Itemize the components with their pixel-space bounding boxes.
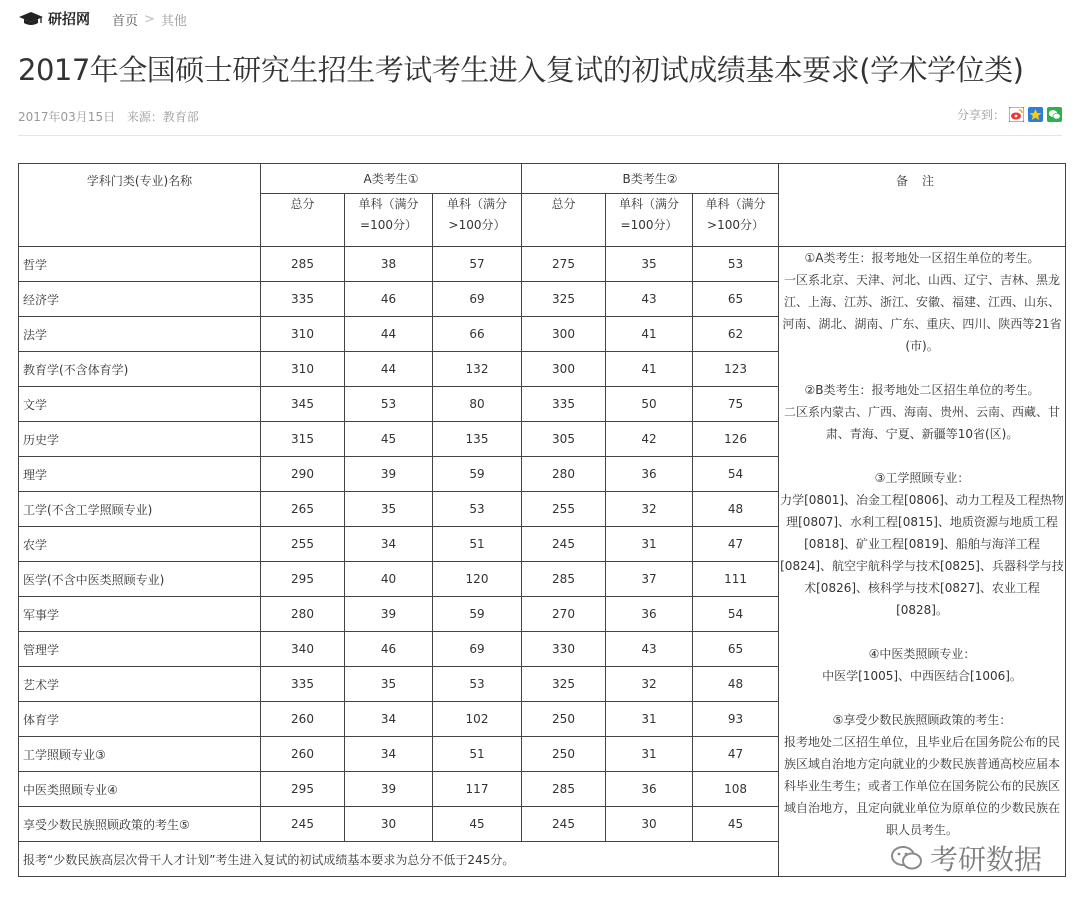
score-cell-a-100: 40	[345, 562, 433, 597]
header-a-single-eq100: 单科（满分 =100分）	[345, 194, 433, 247]
subject-name-cell: 体育学	[19, 702, 261, 737]
header-b-single-eq100: 单科（满分 =100分）	[606, 194, 693, 247]
score-cell-a-100: 34	[345, 737, 433, 772]
subject-name-cell: 理学	[19, 457, 261, 492]
score-cell-a-100: 35	[345, 492, 433, 527]
subject-name-cell: 农学	[19, 527, 261, 562]
score-cell-a-gt100: 117	[433, 772, 522, 807]
top-bar	[18, 8, 187, 30]
score-cell-a-gt100: 59	[433, 597, 522, 632]
subject-name-cell: 历史学	[19, 422, 261, 457]
score-cell-b-total: 325	[522, 282, 606, 317]
score-cell-a-gt100: 51	[433, 527, 522, 562]
article-meta	[18, 108, 199, 125]
score-cell-a-total: 310	[261, 317, 345, 352]
header-notes: 备注	[779, 164, 1066, 247]
subject-name-cell: 军事学	[19, 597, 261, 632]
score-cell-a-gt100: 51	[433, 737, 522, 772]
note-text: 力学[0801]、冶金工程[0806]、动力工程及工程热物理[0807]、水利工程[0815]、地质资源与地质工程 [0818]、矿业工程[0819]、船舶与海洋工程[0824]、航空宇航科学与技术[0825]、兵器科学与技术[0826]、核科学与技术[0827]、农业工程[0828]。	[780, 493, 1064, 617]
share-label: 分享到：	[956, 108, 1005, 122]
weibo-share-icon[interactable]	[1009, 107, 1024, 122]
score-cell-b-gt100: 65	[693, 282, 779, 317]
score-cell-b-100: 36	[606, 772, 693, 807]
header-a-total: 总分	[261, 194, 345, 247]
subject-name-cell: 中医类照顾专业④	[19, 772, 261, 807]
score-cell-b-total: 335	[522, 387, 606, 422]
notes-cell	[779, 247, 1066, 877]
header-b-total: 总分	[522, 194, 606, 247]
score-cell-a-total: 340	[261, 632, 345, 667]
score-cell-a-gt100: 102	[433, 702, 522, 737]
subject-name-cell: 享受少数民族照顾政策的考生⑤	[19, 807, 261, 842]
score-cell-b-100: 31	[606, 702, 693, 737]
score-cell-b-gt100: 45	[693, 807, 779, 842]
header-subject: 学科门类(专业)名称	[19, 164, 261, 247]
score-cell-b-100: 32	[606, 492, 693, 527]
footer-note: 报考“少数民族高层次骨干人才计划”考生进入复试的初试成绩基本要求为总分不低于245分。	[19, 842, 779, 877]
score-cell-b-gt100: 65	[693, 632, 779, 667]
article-source: 来源：教育部	[126, 110, 199, 124]
score-cell-b-total: 330	[522, 632, 606, 667]
score-cell-a-100: 46	[345, 632, 433, 667]
score-cell-b-100: 36	[606, 597, 693, 632]
score-cell-b-gt100: 54	[693, 457, 779, 492]
subject-name-cell: 工学照顾专业③	[19, 737, 261, 772]
subject-name-cell: 管理学	[19, 632, 261, 667]
score-cell-b-total: 245	[522, 807, 606, 842]
score-cell-a-total: 345	[261, 387, 345, 422]
note-text: 中医学[1005]、中西医结合[1006]。	[822, 669, 1022, 683]
score-cell-b-gt100: 47	[693, 527, 779, 562]
score-cell-a-total: 285	[261, 247, 345, 282]
score-cell-a-total: 315	[261, 422, 345, 457]
note-block	[779, 379, 1065, 445]
header-b-single-gt100: 单科（满分 >100分）	[693, 194, 779, 247]
qzone-share-icon[interactable]	[1028, 107, 1043, 122]
score-cell-b-100: 43	[606, 632, 693, 667]
site-logo[interactable]	[18, 9, 90, 29]
score-cell-a-total: 255	[261, 527, 345, 562]
score-cell-b-total: 270	[522, 597, 606, 632]
score-cell-a-total: 290	[261, 457, 345, 492]
header-group-b: B类考生②	[522, 164, 779, 194]
header-a-single-gt100: 单科（满分 >100分）	[433, 194, 522, 247]
subject-name-cell: 哲学	[19, 247, 261, 282]
score-cell-b-100: 30	[606, 807, 693, 842]
score-cell-a-total: 245	[261, 807, 345, 842]
score-cell-b-total: 325	[522, 667, 606, 702]
breadcrumb-current: 其他	[160, 13, 187, 29]
header-group-a: A类考生①	[261, 164, 522, 194]
score-cell-a-100: 53	[345, 387, 433, 422]
score-cell-a-gt100: 120	[433, 562, 522, 597]
score-cell-a-total: 260	[261, 737, 345, 772]
note-text: 二区系内蒙古、广西、海南、贵州、云南、西藏、甘肃、青海、宁夏、新疆等10省(区)。	[784, 405, 1061, 441]
score-cell-b-100: 42	[606, 422, 693, 457]
score-cell-a-100: 34	[345, 702, 433, 737]
score-cell-b-100: 50	[606, 387, 693, 422]
note-heading: ③工学照顾专业：	[874, 471, 970, 485]
wechat-watermark-icon	[890, 844, 924, 872]
subject-name-cell: 艺术学	[19, 667, 261, 702]
score-cell-b-gt100: 108	[693, 772, 779, 807]
score-cell-b-100: 43	[606, 282, 693, 317]
note-text: 一区系北京、天津、河北、山西、辽宁、吉林、黑龙江、上海、江苏、浙江、安徽、福建、江西、山东、河南、湖北、湖南、广东、重庆、四川、陕西等21省 (市)。	[782, 273, 1062, 353]
score-table	[18, 163, 1066, 877]
score-cell-b-total: 280	[522, 457, 606, 492]
note-heading: ①A类考生：报考地处一区招生单位的考生。	[804, 251, 1040, 265]
score-cell-a-100: 39	[345, 597, 433, 632]
note-heading: ⑤享受少数民族照顾政策的考生：	[832, 713, 1012, 727]
score-cell-b-total: 250	[522, 702, 606, 737]
watermark	[890, 838, 1042, 878]
breadcrumb-home[interactable]: 首页	[112, 13, 139, 29]
score-cell-a-gt100: 53	[433, 667, 522, 702]
watermark-text: 考研数据	[930, 843, 1043, 876]
score-cell-b-total: 255	[522, 492, 606, 527]
score-cell-b-gt100: 47	[693, 737, 779, 772]
score-cell-a-gt100: 66	[433, 317, 522, 352]
score-cell-a-gt100: 132	[433, 352, 522, 387]
score-cell-b-100: 35	[606, 247, 693, 282]
subject-name-cell: 法学	[19, 317, 261, 352]
note-heading: ②B类考生：报考地处二区招生单位的考生。	[804, 383, 1040, 397]
note-heading: ④中医类照顾专业：	[868, 647, 976, 661]
note-block	[779, 247, 1065, 357]
score-cell-a-total: 310	[261, 352, 345, 387]
score-cell-b-100: 41	[606, 317, 693, 352]
article-date: 2017年03月15日	[18, 110, 116, 124]
score-cell-b-total: 305	[522, 422, 606, 457]
table-row	[19, 247, 1066, 282]
note-block	[779, 467, 1065, 621]
score-cell-a-gt100: 53	[433, 492, 522, 527]
score-cell-a-total: 265	[261, 492, 345, 527]
score-cell-b-total: 245	[522, 527, 606, 562]
score-cell-b-gt100: 111	[693, 562, 779, 597]
page-title: 2017年全国硕士研究生招生考试考生进入复试的初试成绩基本要求(学术学位类)	[18, 53, 1024, 87]
subject-name-cell: 文学	[19, 387, 261, 422]
score-cell-b-gt100: 53	[693, 247, 779, 282]
score-cell-b-total: 275	[522, 247, 606, 282]
score-cell-b-100: 31	[606, 737, 693, 772]
score-cell-b-total: 300	[522, 352, 606, 387]
score-cell-a-100: 34	[345, 527, 433, 562]
score-cell-b-total: 285	[522, 562, 606, 597]
score-cell-a-100: 45	[345, 422, 433, 457]
score-cell-b-gt100: 48	[693, 492, 779, 527]
share-bar	[957, 106, 1062, 123]
breadcrumb-separator: >	[144, 11, 155, 27]
note-block	[779, 643, 1065, 687]
score-cell-b-100: 32	[606, 667, 693, 702]
score-cell-a-total: 335	[261, 667, 345, 702]
score-cell-a-100: 44	[345, 317, 433, 352]
score-cell-a-100: 44	[345, 352, 433, 387]
score-cell-b-gt100: 75	[693, 387, 779, 422]
score-cell-a-100: 39	[345, 772, 433, 807]
score-cell-b-total: 250	[522, 737, 606, 772]
score-cell-b-gt100: 54	[693, 597, 779, 632]
score-cell-b-100: 36	[606, 457, 693, 492]
subject-name-cell: 工学(不含工学照顾专业)	[19, 492, 261, 527]
score-cell-a-gt100: 69	[433, 282, 522, 317]
subject-name-cell: 教育学(不含体育学)	[19, 352, 261, 387]
score-cell-b-100: 37	[606, 562, 693, 597]
score-cell-a-total: 295	[261, 772, 345, 807]
score-cell-b-total: 300	[522, 317, 606, 352]
score-cell-a-total: 280	[261, 597, 345, 632]
note-block	[779, 709, 1065, 841]
score-cell-b-gt100: 123	[693, 352, 779, 387]
score-cell-a-gt100: 45	[433, 807, 522, 842]
score-cell-b-total: 285	[522, 772, 606, 807]
score-cell-b-gt100: 126	[693, 422, 779, 457]
score-cell-a-gt100: 80	[433, 387, 522, 422]
score-cell-a-100: 30	[345, 807, 433, 842]
header-divider	[18, 135, 1062, 136]
subject-name-cell: 医学(不含中医类照顾专业)	[19, 562, 261, 597]
score-cell-b-gt100: 93	[693, 702, 779, 737]
score-cell-b-gt100: 62	[693, 317, 779, 352]
score-cell-a-gt100: 135	[433, 422, 522, 457]
graduation-cap-icon	[18, 11, 44, 27]
note-text: 报考地处二区招生单位，且毕业后在国务院公布的民族区域自治地方定向就业的少数民族普通高校应届本科毕业生考生；或者工作单位在国务院公布的民族区域自治地方，且定向就业单位为原单位的少数民族在职人员考生。	[784, 735, 1061, 837]
subject-name-cell: 经济学	[19, 282, 261, 317]
score-cell-a-100: 39	[345, 457, 433, 492]
wechat-share-icon[interactable]	[1047, 107, 1062, 122]
score-cell-a-total: 295	[261, 562, 345, 597]
score-cell-a-gt100: 59	[433, 457, 522, 492]
score-cell-a-gt100: 57	[433, 247, 522, 282]
score-cell-a-total: 260	[261, 702, 345, 737]
score-cell-b-100: 31	[606, 527, 693, 562]
score-cell-a-100: 38	[345, 247, 433, 282]
score-cell-a-100: 46	[345, 282, 433, 317]
score-cell-a-100: 35	[345, 667, 433, 702]
score-cell-b-100: 41	[606, 352, 693, 387]
score-cell-b-gt100: 48	[693, 667, 779, 702]
site-logo-text: 研招网	[48, 12, 90, 28]
score-cell-a-gt100: 69	[433, 632, 522, 667]
score-cell-a-total: 335	[261, 282, 345, 317]
